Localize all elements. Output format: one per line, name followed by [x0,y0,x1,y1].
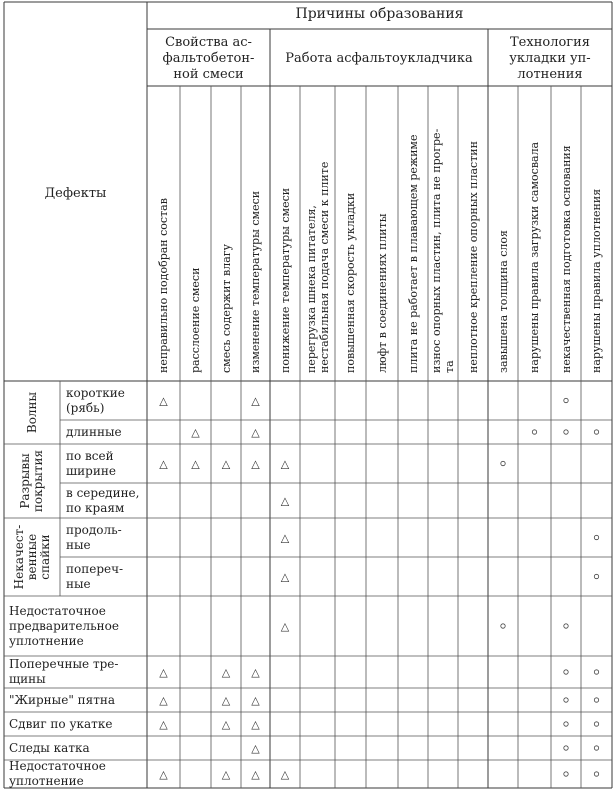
circle-mark [594,430,598,434]
circle-mark [564,746,568,750]
triangle-mark: △ [251,426,260,439]
triangle-mark: △ [221,718,231,731]
circle-mark [564,722,568,726]
column-header-c10: та [443,360,456,373]
column-header-c8: люфт в соединениях плиты [375,213,389,373]
row-group-label-g3: Некачест- [11,524,26,590]
row-group-label-g2: Разрывы [18,453,32,509]
row-label: уплотнение [9,633,84,648]
triangle-mark: △ [159,768,168,781]
triangle-mark: △ [159,666,168,679]
triangle-mark: △ [280,620,290,633]
triangle-mark: △ [280,494,290,508]
row-label: по всей [66,448,114,463]
triangle-mark: △ [280,457,290,471]
row-label: продоль- [66,522,122,537]
triangle-mark: △ [159,718,168,731]
triangle-mark: △ [159,694,168,707]
group-header-mix: ной смеси [173,66,244,82]
triangle-mark: △ [251,768,260,781]
row-label: в середине, [66,485,140,500]
triangle-mark: △ [251,718,260,731]
triangle-mark: △ [159,394,168,408]
circle-mark [594,746,598,750]
triangle-mark: △ [221,666,231,679]
triangle-mark: △ [280,531,290,545]
triangle-mark: △ [280,768,290,781]
column-header-c4: изменение температуры смеси [249,190,262,373]
column-header-c5: понижение температуры смеси [278,187,292,373]
triangle-mark: △ [251,666,260,679]
column-header-c9: плита не работает в плавающем режиме [406,134,420,373]
group-header-mix: Свойства ас- [165,34,252,50]
circle-mark [594,722,598,726]
circle-mark [564,698,568,702]
column-header-c2: расслоение смеси [189,267,202,373]
row-label: попереч- [66,561,124,576]
triangle-mark: △ [221,457,231,471]
row-label: Поперечные тре- [9,657,119,671]
column-header-c15: нарушены правила уплотнения [590,188,603,373]
triangle-mark: △ [221,768,231,781]
circle-mark [594,670,598,674]
row-group-label-g3: венные [24,533,39,581]
row-group-label-g1: Волны [24,391,39,434]
group-header-mix: фальтобетон- [162,50,255,66]
row-label: ные [66,537,91,552]
row-label: Недостаточное [9,603,106,618]
row-group-label-g2: покрытия [31,449,45,513]
column-header-c3: смесь содержит влагу [219,244,233,373]
column-header-c14: некачественная подготовка основания [559,145,573,373]
group-header-tech: Технология [510,34,590,50]
circle-mark [501,624,505,628]
row-label: короткие [66,385,125,400]
triangle-mark: △ [191,457,200,471]
row-group-label-g3: спайки [37,534,52,580]
circle-mark [564,398,568,402]
circle-mark [564,772,568,776]
group-header-tech: укладки уп- [509,50,591,66]
column-header-c12: завышена толщина слоя [496,230,510,373]
triangle-mark: △ [191,426,200,439]
row-label: Сдвиг по укатке [9,716,113,731]
defects-label: Дефекты [44,186,107,201]
row-label: уплотнение [9,774,84,788]
circle-mark [564,670,568,674]
triangle-mark: △ [251,394,260,408]
column-header-c10: износ опорных пластин, плита не прогре- [430,128,443,373]
triangle-mark: △ [251,694,260,707]
column-header-c11: неплотное крепление опорных пластин [466,141,480,373]
row-label: ные [66,576,91,591]
row-label: "Жирные" пятна [9,692,116,707]
row-label: Недостаточное [9,759,106,773]
column-header-c7: повышенная скорость укладки [344,192,357,373]
column-header-c1: неправильно подобран состав [157,198,170,373]
triangle-mark: △ [251,457,260,471]
triangle-mark: △ [280,570,290,584]
row-label: ширине [66,463,116,478]
row-label: по краям [66,500,125,515]
row-label: предварительное [9,618,119,633]
row-label: Следы катка [9,740,90,755]
triangle-mark: △ [221,694,231,707]
circle-mark [594,772,598,776]
group-header-paver: Работа асфальтоукладчика [285,50,473,66]
circle-mark [594,698,598,702]
circle-mark [564,430,568,434]
circle-mark [594,574,598,578]
circle-mark [501,461,505,465]
row-label: (рябь) [66,400,105,415]
column-header-c6: перегрузка шнека питателя, [304,205,318,373]
column-header-c6: нестабильная подача смеси к плите [317,161,331,373]
row-label: длинные [66,424,122,439]
causes-title: Причины образования [295,6,464,22]
column-header-c13: нарушены правила загрузки самосвала [528,141,541,373]
triangle-mark: △ [251,742,260,755]
group-header-tech: лотнения [517,66,583,82]
circle-mark [564,624,568,628]
circle-mark [532,430,536,434]
circle-mark [594,535,598,539]
triangle-mark: △ [159,457,168,471]
row-label: щины [9,672,46,686]
